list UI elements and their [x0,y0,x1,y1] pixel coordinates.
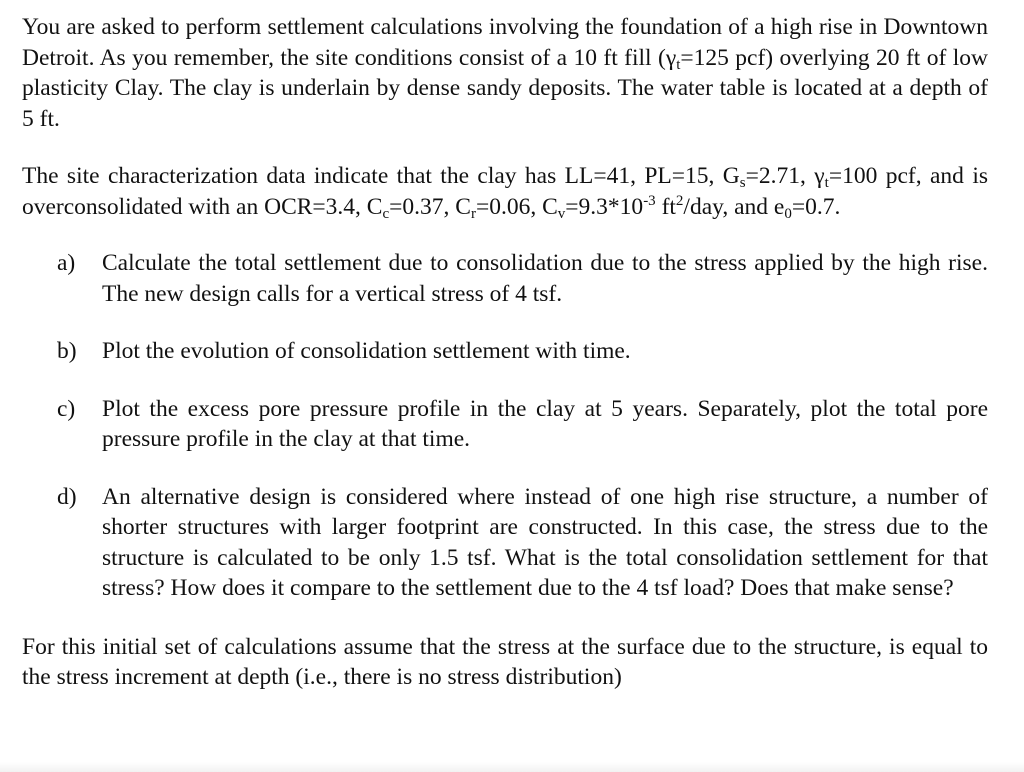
gamma-symbol: γ [814,163,825,189]
intro-text-start: You are asked to perform settlement calculations involving the foundation of a high rise in Downtown Detroit. As you remember, the site conditions consist of a 10 ft fill ( [22,14,988,71]
site-text-7: ft [655,193,676,220]
question-marker: d) [57,483,77,510]
gamma-subscript: t [824,175,829,191]
site-data-paragraph [22,161,988,222]
question-text: Plot the excess pore pressure profile in the clay at 5 years. Separately, plot the total pore pressure profile in the clay at that time. [102,395,988,452]
question-marker: c) [57,395,76,422]
site-text-2: =2.71, [745,163,815,189]
question-a [22,248,988,309]
site-text-4: =0.37, C [389,193,471,220]
question-marker: a) [57,250,76,276]
site-text-8: /day, and e [683,193,785,220]
gamma-symbol: γ [665,44,677,71]
intro-text-end: =125 pcf) overlying 20 ft of low plasticity Clay. The clay is underlain by dense sandy deposits. The water table is located at a depth of 5 ft. [22,44,988,132]
site-text-6: =9.3*10 [565,193,644,220]
cv-subscript: v [557,205,566,222]
e0-subscript: 0 [784,205,792,222]
gamma-subscript: t [676,56,681,73]
question-text: An alternative design is considered where instead of one high rise structure, a number of shorter structures with larger footprint are constructed. In this case, the stress due to the structure is calculated to be only 1.5 tsf. What is the total consolidation settlement for that stress? How does it compare to the settlement due to the 4 tsf load? Does that make sense? [102,483,988,601]
gs-subscript: s [739,175,746,191]
exponent-neg3: -3 [643,192,656,209]
problem-document [22,12,988,693]
site-text-1: The site characterization data indicate that the clay has LL=41, PL=15, G [22,163,740,189]
cc-subscript: c [382,205,390,222]
question-text: Calculate the total settlement due to consolidation due to the stress applied by the high rise. The new design calls for a vertical stress of 4 tsf. [102,250,988,307]
site-text-3: =100 pcf, and is overconsolidated with an OCR=3.4, C [22,163,988,220]
question-d [22,482,988,604]
question-c [22,394,988,455]
site-text-5: =0.06, C [475,193,558,220]
intro-paragraph [22,12,988,134]
question-text: Plot the evolution of consolidation settlement with time. [102,338,631,364]
site-text-9: =0.7. [791,193,841,220]
bottom-edge-shade [0,762,1024,772]
closing-paragraph: For this initial set of calculations assume that the stress at the surface due to the structure, is equal to the stress increment at depth (i.e., there is no stress distribution) [22,633,988,690]
exponent-2: 2 [675,192,684,209]
question-b [22,336,988,367]
question-marker: b) [57,338,77,364]
cr-subscript: r [470,205,476,222]
